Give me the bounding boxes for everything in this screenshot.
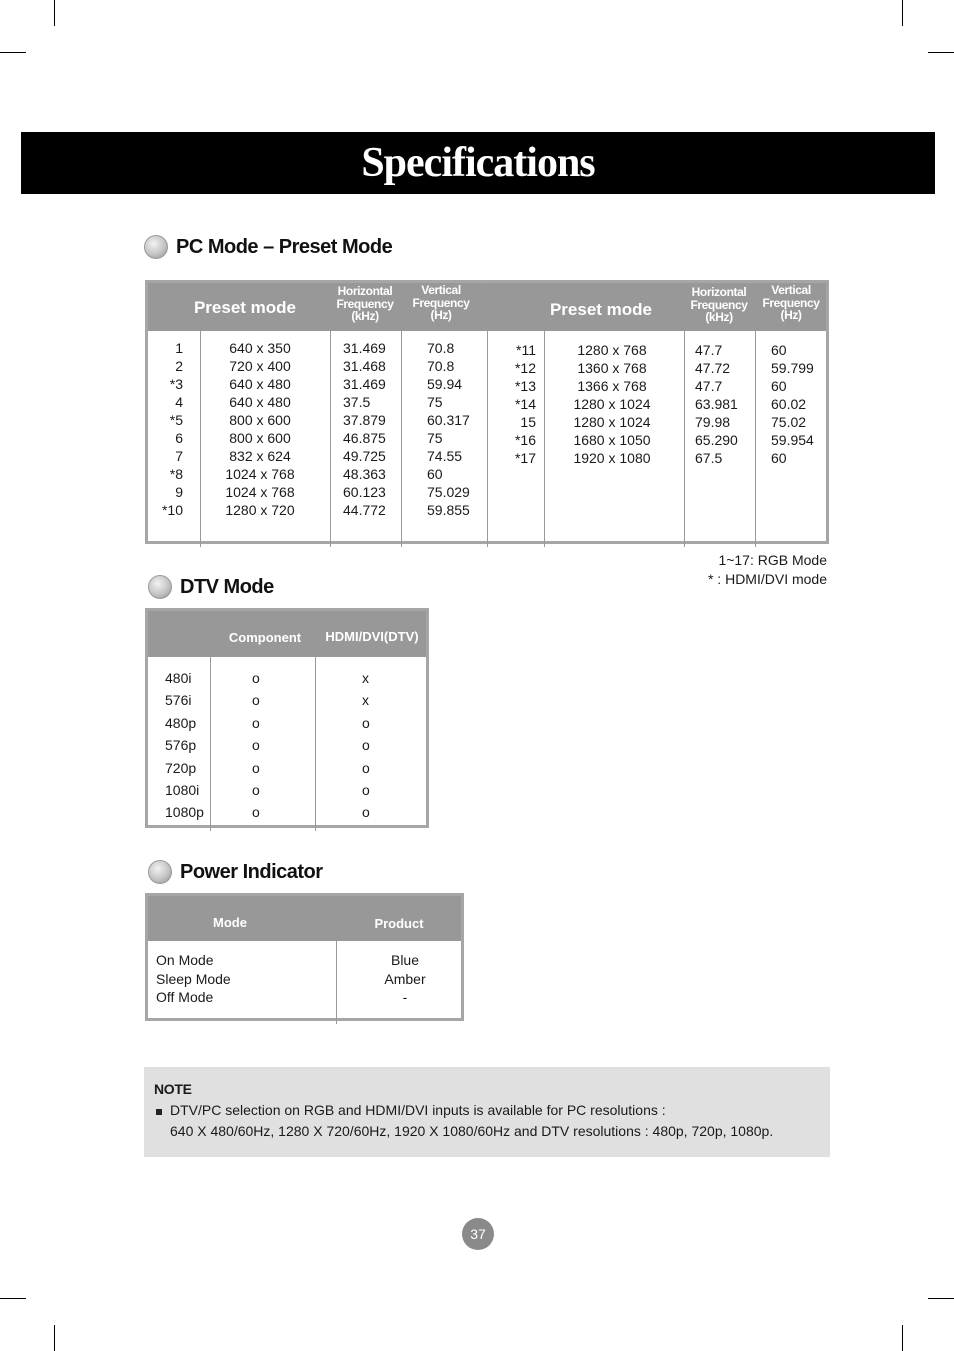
column-divider bbox=[210, 657, 211, 831]
column-divider bbox=[684, 331, 685, 547]
dtv-mode-heading-text: DTV Mode bbox=[180, 575, 274, 598]
column-divider bbox=[315, 657, 316, 831]
pc-right-numbers: *11 *12 *13 *14 15 *16 *17 bbox=[514, 342, 536, 466]
crop-mark bbox=[928, 1298, 954, 1299]
pc-right-horizontal-frequency: 47.7 47.72 47.7 63.981 79.98 65.290 67.5 bbox=[695, 342, 738, 466]
dtv-component-support: o o o o o o o bbox=[252, 670, 260, 821]
note-line-1: DTV/PC selection on RGB and HDMI/DVI inputs is available for PC resolutions : bbox=[170, 1102, 666, 1118]
column-divider bbox=[755, 331, 756, 547]
header-component: Component bbox=[228, 630, 302, 645]
header-vertical-frequency-right: Vertical Frequency (Hz) bbox=[762, 283, 820, 323]
crop-mark bbox=[928, 52, 954, 53]
column-divider bbox=[401, 331, 402, 547]
column-divider bbox=[330, 331, 331, 547]
column-divider bbox=[487, 283, 488, 547]
crop-mark bbox=[54, 1325, 55, 1351]
header-horizontal-frequency-right: Horizontal Frequency (kHz) bbox=[690, 285, 748, 325]
note-box bbox=[144, 1067, 830, 1157]
pc-left-vertical-frequency: 70.8 70.8 59.94 75 60.317 75 74.55 60 75.029 59.855 bbox=[427, 340, 470, 518]
pc-right-resolutions: 1280 x 768 1360 x 768 1366 x 768 1280 x 1024 1280 x 1024 1680 x 1050 1920 x 1080 bbox=[573, 342, 651, 466]
header-horizontal-frequency-left: Horizontal Frequency (kHz) bbox=[336, 284, 394, 324]
note-bullet-icon bbox=[156, 1109, 162, 1115]
pc-right-vertical-frequency: 60 59.799 60 60.02 75.02 59.954 60 bbox=[771, 342, 814, 466]
pc-mode-heading bbox=[144, 235, 392, 259]
section-bullet-icon bbox=[144, 235, 168, 259]
header-product: Product bbox=[374, 916, 424, 931]
pc-mode-table bbox=[145, 280, 829, 544]
page-number: 37 bbox=[462, 1218, 494, 1250]
header-preset-mode-right: Preset mode bbox=[549, 300, 653, 319]
power-indicator-table bbox=[145, 893, 464, 1021]
crop-mark bbox=[54, 0, 55, 26]
page-title: Specifications bbox=[361, 140, 595, 186]
dtv-mode-table bbox=[145, 608, 429, 828]
dtv-hdmi-support: x x o o o o o bbox=[362, 670, 370, 821]
power-indicator-heading-text: Power Indicator bbox=[180, 860, 323, 883]
power-product-colors: Blue Amber - bbox=[384, 952, 426, 1005]
note-title: NOTE bbox=[154, 1081, 192, 1097]
legend-hdmi-dvi-mode: * : HDMI/DVI mode bbox=[707, 571, 827, 587]
column-divider bbox=[336, 941, 337, 1024]
header-preset-mode-left: Preset mode bbox=[193, 298, 297, 317]
dtv-mode-heading bbox=[148, 575, 274, 599]
header-hdmi-dvi-dtv: HDMI/DVI(DTV) bbox=[325, 629, 419, 644]
legend-rgb-mode: 1~17: RGB Mode bbox=[718, 552, 827, 568]
pc-mode-heading-text: PC Mode – Preset Mode bbox=[176, 235, 393, 258]
pc-left-horizontal-frequency: 31.469 31.468 31.469 37.5 37.879 46.875 49.725 48.363 60.123 44.772 bbox=[343, 340, 386, 518]
crop-mark bbox=[0, 52, 26, 53]
header-mode: Mode bbox=[213, 915, 247, 930]
crop-mark bbox=[902, 1325, 903, 1351]
power-mode-list: On Mode Sleep Mode Off Mode bbox=[156, 952, 231, 1005]
crop-mark bbox=[902, 0, 903, 26]
section-bullet-icon bbox=[148, 860, 172, 884]
section-bullet-icon bbox=[148, 575, 172, 599]
pc-left-resolutions: 640 x 350 720 x 400 640 x 480 640 x 480 800 x 600 800 x 600 832 x 624 1024 x 768 1024 x 768 1280 x 720 bbox=[225, 340, 295, 518]
pc-left-numbers: 1 2 *3 4 *5 6 7 *8 9 *10 bbox=[161, 340, 183, 518]
crop-mark bbox=[0, 1298, 26, 1299]
note-line-2: 640 X 480/60Hz, 1280 X 720/60Hz, 1920 X 1080/60Hz and DTV resolutions : 480p, 720p, 1080p. bbox=[170, 1123, 774, 1139]
header-vertical-frequency-left: Vertical Frequency (Hz) bbox=[412, 283, 470, 323]
dtv-mode-list: 480i 576i 480p 576p 720p 1080i 1080p bbox=[165, 670, 204, 821]
column-divider bbox=[544, 331, 545, 547]
title-bar bbox=[21, 132, 935, 194]
power-indicator-heading bbox=[148, 860, 323, 884]
